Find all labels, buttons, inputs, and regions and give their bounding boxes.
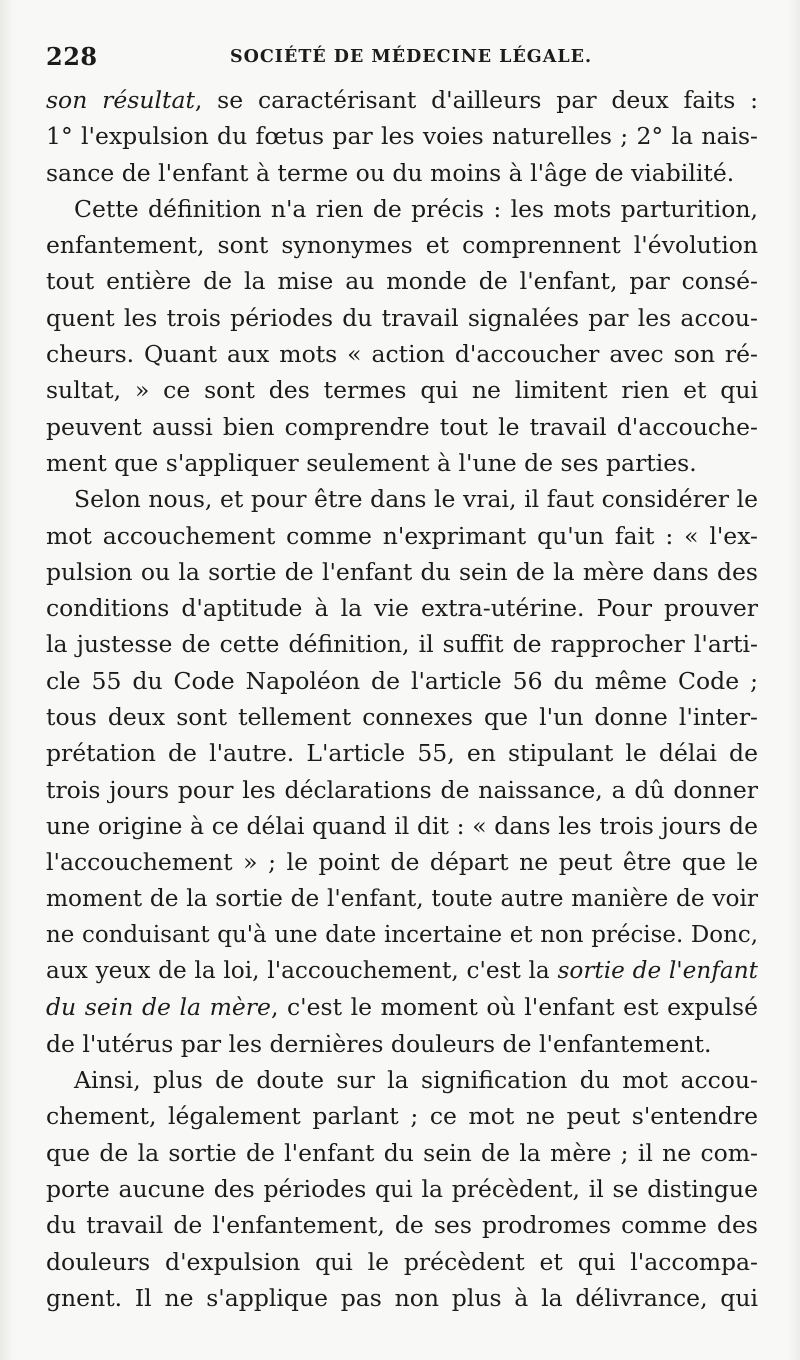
text-line: moment de la sortie de l'enfant, toute autre manière de voir — [46, 884, 758, 912]
text-line: cle 55 du Code Napoléon de l'article 56 du même Code ; — [46, 666, 758, 695]
text-line — [46, 82, 758, 118]
paragraph-first-line: Ainsi, plus de doute sur la signification du mot accou- — [74, 1066, 758, 1095]
text-line: gnent. Il ne s'applique pas non plus à la délivrance, qui — [46, 1283, 758, 1312]
text-line: trois jours pour les déclarations de naissance, a dû donner — [46, 775, 758, 804]
text-line — [46, 989, 758, 1025]
text-line: la justesse de cette définition, il suffit de rapprocher l'arti- — [46, 630, 758, 659]
text-line: sultat, » ce sont des termes qui ne limitent rien et qui — [46, 376, 758, 405]
text-line: porte aucune des périodes qui la précèdent, il se distingue — [46, 1174, 758, 1203]
text-line: cheurs. Quant aux mots « action d'accoucher avec son ré- — [46, 340, 758, 369]
page-number: 228 — [46, 42, 98, 71]
text-line: mot accouchement comme n'exprimant qu'un fait : « l'ex- — [46, 521, 758, 550]
paragraph-first-line: Selon nous, et pour être dans le vrai, il faut considérer le — [74, 485, 758, 514]
text-line: du travail de l'enfantement, de ses prodromes comme des — [46, 1211, 758, 1240]
text-run: , se caractérisant d'ailleurs par deux faits : — [194, 86, 758, 114]
body-text — [46, 82, 758, 1316]
text-line: pulsion ou la sortie de l'enfant du sein de la mère dans des — [46, 557, 758, 586]
text-line: ne conduisant qu'à une date incertaine et non précise. Donc, — [46, 921, 758, 948]
italic-text: sortie de l'enfant — [557, 957, 758, 985]
text-line: ment que s'appliquer seulement à l'une de ses parties. — [46, 448, 697, 477]
text-line: conditions d'aptitude à la vie extra-utérine. Pour prouver — [46, 594, 758, 623]
paragraph-first-line: Cette définition n'a rien de précis : les mots parturition, — [74, 194, 758, 223]
text-line: prétation de l'autre. L'article 55, en stipulant le délai de — [46, 739, 758, 768]
running-head: SOCIÉTÉ DE MÉDECINE LÉGALE. — [230, 47, 593, 67]
page-header — [46, 42, 754, 76]
page-edge-shadow-right — [788, 0, 800, 1360]
text-line: chement, légalement parlant ; ce mot ne peut s'entendre — [46, 1102, 758, 1131]
text-line — [46, 953, 758, 989]
italic-text: son résultat — [46, 86, 195, 114]
text-line: tout entière de la mise au monde de l'enfant, par consé- — [46, 267, 758, 296]
text-run: , c'est le moment où l'enfant est expulsé — [270, 993, 758, 1022]
text-line: quent les trois périodes du travail signalées par les accou- — [46, 303, 758, 332]
text-line: de l'utérus par les dernières douleurs de l'enfantement. — [46, 1029, 712, 1058]
text-line: enfantement, sont synonymes et comprennent l'évolution — [46, 231, 758, 260]
text-line: une origine à ce délai quand il dit : « dans les trois jours de — [46, 811, 758, 840]
italic-text: du sein de la mère — [46, 993, 271, 1022]
text-line: que de la sortie de l'enfant du sein de la mère ; il ne com- — [46, 1138, 758, 1167]
text-line: peuvent aussi bien comprendre tout le travail d'accouche- — [46, 412, 758, 441]
text-line: l'accouchement » ; le point de départ ne peut être que le — [46, 848, 758, 877]
page-edge-shadow-left — [0, 0, 14, 1360]
text-line: douleurs d'expulsion qui le précèdent et qui l'accompa- — [46, 1247, 758, 1276]
text-line: sance de l'enfant à terme ou du moins à l'âge de viabilité. — [46, 158, 735, 187]
text-line: tous deux sont tellement connexes que l'un donne l'inter- — [46, 703, 758, 732]
text-line: 1° l'expulsion du fœtus par les voies naturelles ; 2° la nais- — [46, 122, 758, 151]
text-run: aux yeux de la loi, l'accouchement, c'est la — [46, 957, 558, 985]
